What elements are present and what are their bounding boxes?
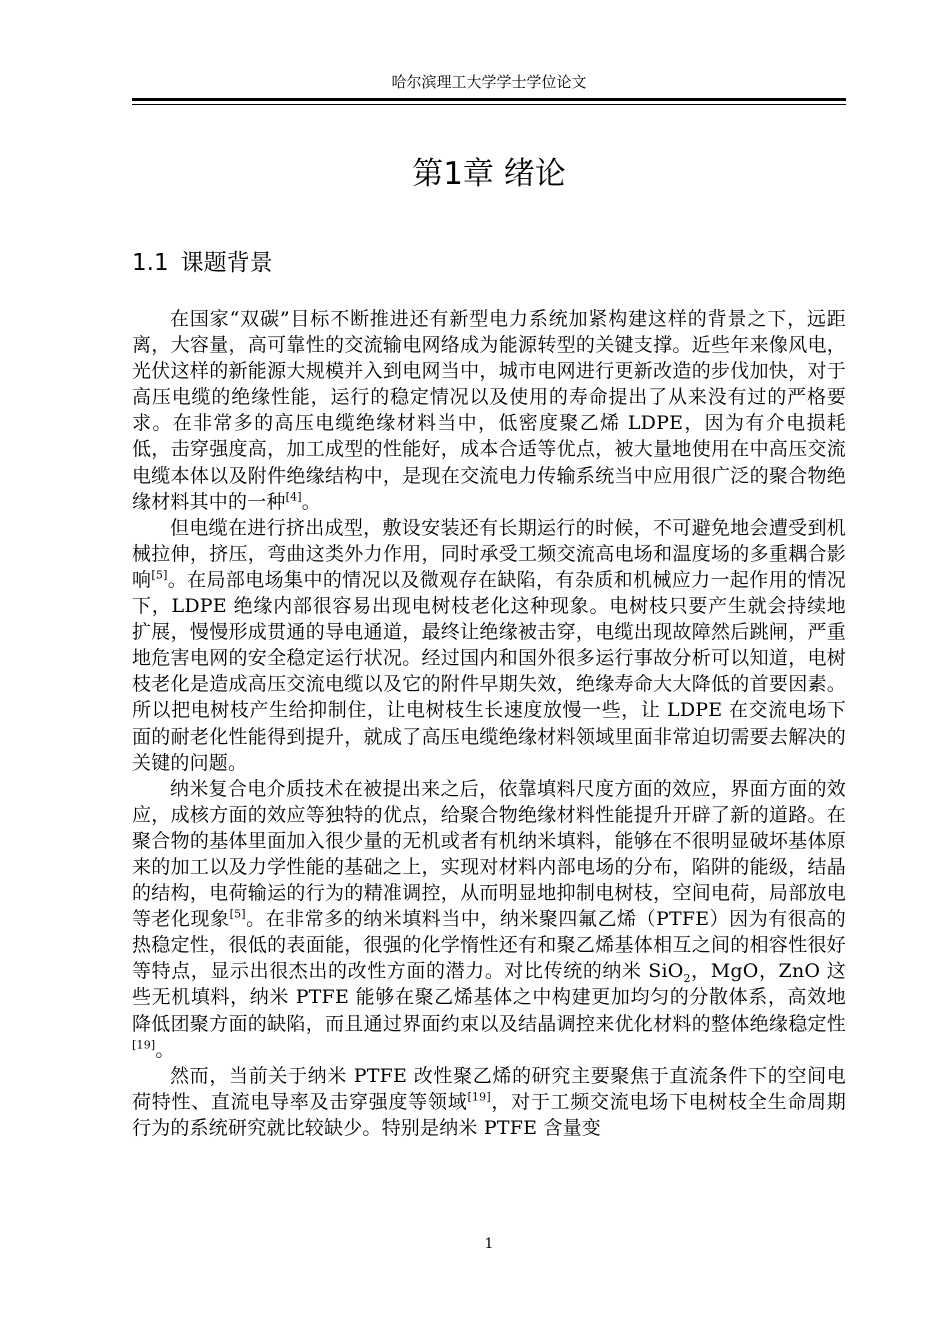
header-rule-thick	[132, 98, 846, 101]
header-rule-thin	[132, 104, 846, 105]
paragraph-text: 。	[155, 1038, 175, 1061]
running-header: 哈尔滨理工大学学士学位论文	[391, 73, 587, 91]
paragraph-text: 。在局部电场集中的情况以及微观存在缺陷，有杂质和机械应力一起作用的情况下，LDPE 绝缘内部很容易出现电树枝老化这种现象。电树枝只要产生就会持续地扩展，慢慢形成贯通的导电通道，最终让绝缘被击穿，电缆出现故障然后跳闸，严重地危害电网的安全稳定运行状况。经过国内和国外很多运行事故分析可以知道，电树枝老化是造成高压交流电缆以及它的附件早期失效，绝缘寿命大大降低的首要因素。所以把电树枝产生给抑制住，让电树枝生长速度放慢一些，让 LDPE 在交流电场下面的耐老化性能得到提升，就成了高压电缆绝缘材料领域里面非常迫切需要去解决的关键的问题。	[132, 568, 846, 774]
subscript: 2	[683, 972, 691, 986]
body-paragraph	[132, 306, 846, 515]
citation-ref: [19]	[132, 1038, 156, 1052]
section-title: 课题背景	[180, 250, 273, 276]
citation-ref: [19]	[467, 1090, 491, 1104]
section-heading	[132, 243, 273, 283]
citation-ref: [4]	[285, 490, 302, 504]
section-number: 1.1	[132, 250, 169, 276]
citation-ref: [5]	[229, 907, 246, 921]
paragraph-text: 然而，当前关于纳米 PTFE 改性聚乙烯的研究主要聚焦于直流条件下的空间电荷特性、直流电导率及击穿强度等领域	[132, 1064, 846, 1113]
paragraph-text: ，MgO，ZnO 这些无机填料，纳米 PTFE 能够在聚乙烯基体之中构建更加均匀的分散体系，高效地降低团聚方面的缺陷，而且通过界面约束以及结晶调控来优化材料的整体绝缘稳定性	[132, 960, 847, 1035]
page-number: 1	[484, 1236, 494, 1252]
paragraph-text: 在国家“双碳”目标不断推进还有新型电力系统加紧构建这样的背景之下，远距离，大容量，高可靠性的交流输电网络成为能源转型的关键支撑。近些年来像风电，光伏这样的新能源大规模并入到电网当中，城市电网进行更新改造的步伐加快，对于高压电缆的绝缘性能，运行的稳定情况以及使用的寿命提出了从来没有过的严格要求。在非常多的高压电缆绝缘材料当中，低密度聚乙烯 LDPE，因为有介电损耗低，击穿强度高，加工成型的性能好，成本合适等优点，被大量地使用在中高压交流电缆本体以及附件绝缘结构中，是现在交流电力传输系统当中应用很广泛的聚合物绝缘材料其中的一种	[132, 308, 846, 513]
body-paragraph	[132, 1063, 846, 1141]
paragraph-text: 。	[301, 490, 321, 513]
body-paragraph	[132, 515, 846, 776]
paragraph-text: 纳米复合电介质技术在被提出来之后，依靠填料尺度方面的效应，界面方面的效应，成核方面的效应等独特的优点，给聚合物绝缘材料性能提升开辟了新的道路。在聚合物的基体里面加入很少量的无机或者有机纳米填料，能够在不很明显破坏基体原来的加工以及力学性能的基础之上，实现对材料内部电场的分布，陷阱的能级，结晶的结构，电荷输运的行为的精准调控，从而明显地抑制电树枝，空间电荷，局部放电等老化现象	[132, 777, 846, 931]
paragraph-text: 但电缆在进行挤出成型，敷设安装还有长期运行的时候，不可避免地会遭受到机械拉伸，挤压，弯曲这类外力作用，同时承受工频交流高电场和温度场的多重耦合影响	[132, 516, 846, 591]
body-paragraph	[132, 776, 846, 1063]
citation-ref: [5]	[151, 568, 168, 582]
paragraph-text: ，对于工频交流电场下电树枝全生命周期行为的系统研究就比较缺少。特别是纳米 PTFE 含量变	[132, 1090, 846, 1139]
body-text	[132, 306, 846, 1141]
chapter-title: 第1章 绪论	[412, 156, 566, 192]
paragraph-text: 。在非常多的纳米填料当中，纳米聚四氟乙烯（PTFE）因为有很高的热稳定性，很低的表面能，很强的化学惰性还有和聚乙烯基体相互之间的相容性很好等特点，显示出很杰出的改性方面的潜力。对比传统的纳米 SiO	[132, 908, 846, 983]
